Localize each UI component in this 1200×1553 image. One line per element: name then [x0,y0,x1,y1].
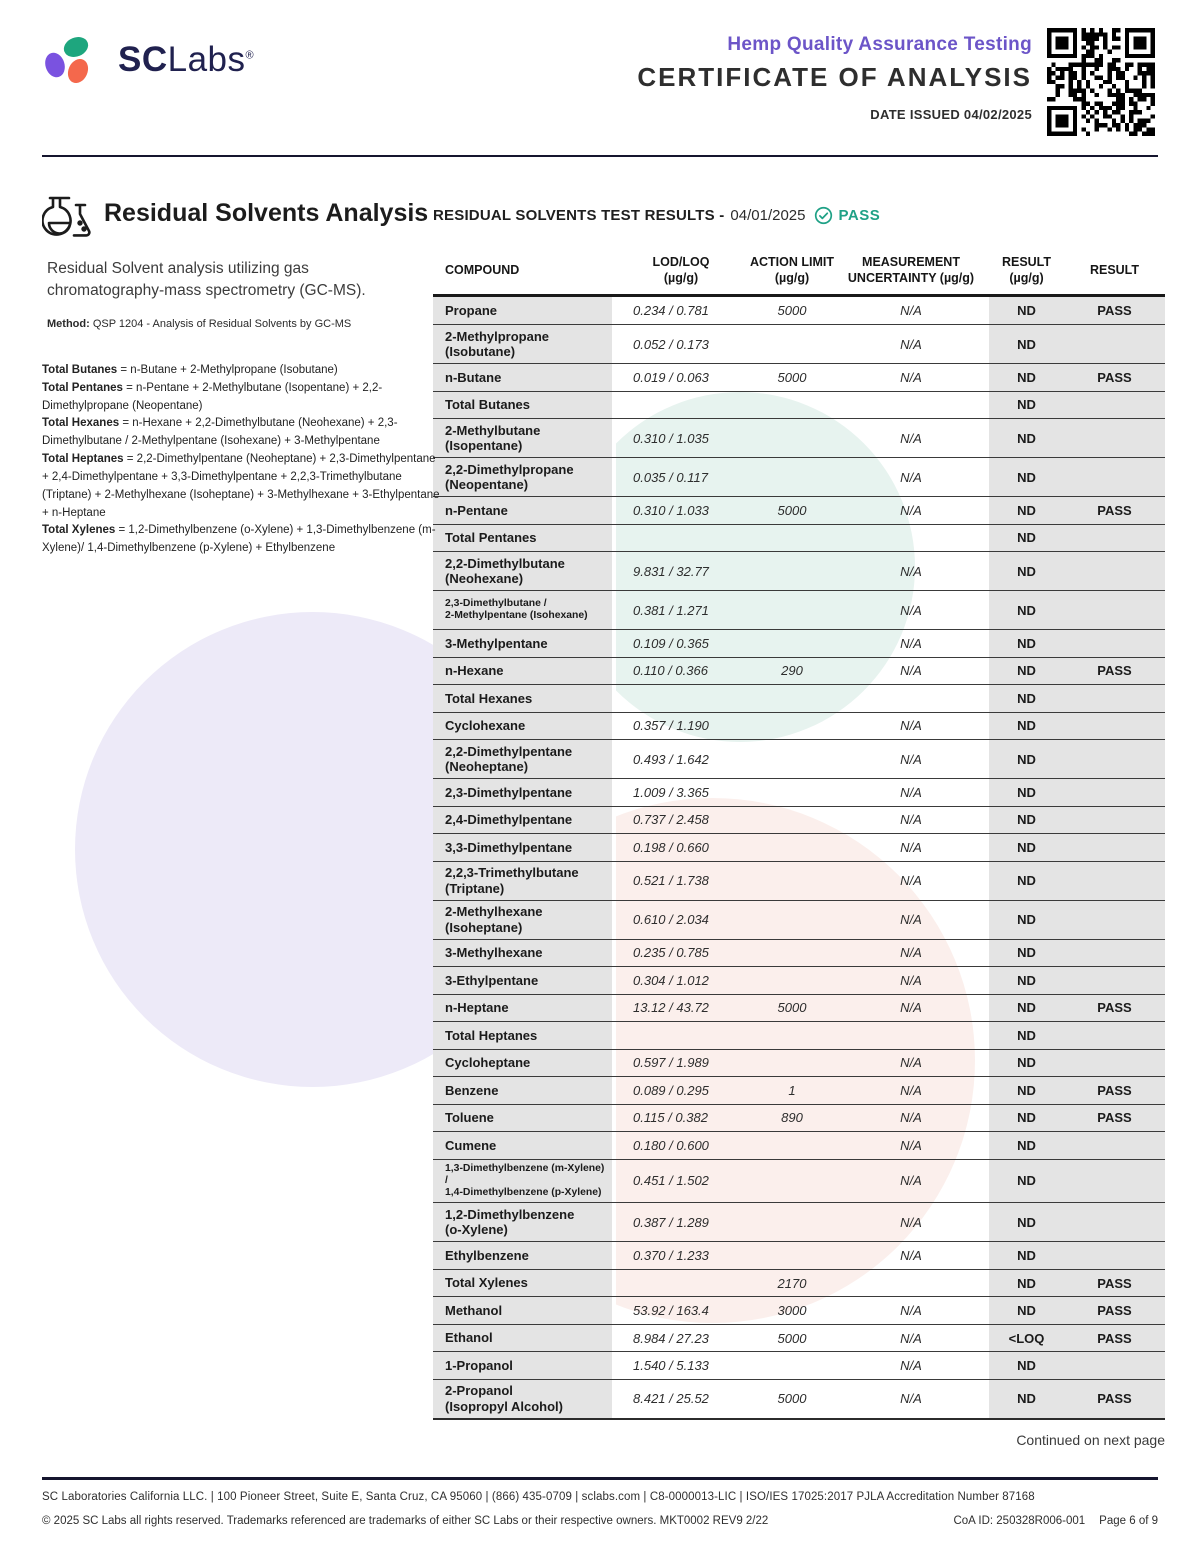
result-value-cell: ND [989,525,1064,552]
table-row [433,551,1165,590]
compound-cell: Methanol [433,1297,612,1324]
action-limit-cell [746,1160,838,1203]
result-status-cell: PASS [1064,658,1165,685]
result-status-cell [1064,834,1165,861]
action-limit-cell [746,1050,838,1077]
result-status-cell: PASS [1064,1297,1165,1324]
lod-loq-cell: 8.421 / 25.52 [633,1391,709,1407]
result-status-cell [1064,967,1165,994]
action-limit-cell [746,325,838,363]
compound-cell: Total Hexanes [433,685,612,712]
uncertainty-cell [838,1022,984,1049]
lod-loq-cell: 0.234 / 0.781 [633,302,709,318]
lod-loq-cell: 0.493 / 1.642 [633,751,709,767]
lod-loq-cell: 0.737 / 2.458 [633,812,709,828]
lod-loq-cell: 1.540 / 5.133 [633,1358,709,1374]
compound-cell: Propane [433,297,612,325]
footer-divider [42,1477,1158,1480]
table-row [433,939,1165,967]
qr-code [1047,28,1155,136]
action-limit-cell: 2170 [777,1275,807,1291]
uncertainty-cell: N/A [900,1173,922,1189]
lod-loq-cell: 0.180 / 0.600 [633,1137,709,1153]
compound-cell: 2-Propanol (Isopropyl Alcohol) [433,1380,612,1418]
result-value-cell: ND [989,1022,1064,1049]
table-row [433,1131,1165,1159]
table-row [433,712,1165,740]
result-value-cell: ND [989,1105,1064,1132]
result-value-cell: ND [989,1050,1064,1077]
result-status-cell [1064,1160,1165,1203]
lod-loq-cell: 0.370 / 1.233 [633,1248,709,1264]
uncertainty-cell: N/A [900,784,922,800]
compound-cell: 3-Methylhexane [433,940,612,967]
continued-note: Continued on next page [1016,1432,1165,1448]
result-value-cell: ND [989,630,1064,657]
compound-cell: Total Pentanes [433,525,612,552]
lod-loq-cell: 0.109 / 0.365 [633,635,709,651]
compound-cell: 3-Methylpentane [433,630,612,657]
pass-status: PASS [838,207,881,224]
column-header: LOD/LOQ (µg/g) [652,255,710,286]
result-value-cell: ND [989,740,1064,778]
compound-cell: Ethylbenzene [433,1242,612,1269]
result-value-cell: ND [989,1352,1064,1379]
uncertainty-cell [838,392,984,419]
uncertainty-cell: N/A [900,1330,922,1346]
lod-loq-cell: 0.019 / 0.063 [633,369,709,385]
date-issued: DATE ISSUED 04/02/2025 [870,107,1032,122]
column-header: ACTION LIMIT (µg/g) [749,255,834,286]
result-status-cell: PASS [1064,297,1165,325]
action-limit-cell [746,1352,838,1379]
compound-cell: 2,4-Dimethylpentane [433,807,612,834]
sclabs-logo [42,36,254,86]
compound-cell: 3,3-Dimethylpentane [433,834,612,861]
action-limit-cell [746,591,838,629]
uncertainty-cell: N/A [900,1137,922,1153]
result-status-cell [1064,1203,1165,1241]
results-table-header [433,248,1165,297]
result-status-cell: PASS [1064,1270,1165,1297]
uncertainty-cell [838,1270,984,1297]
results-date: 04/01/2025 [730,207,806,224]
footer-legal [42,1515,1158,1527]
section-description: Residual Solvent analysis utilizing gas chromatography-mass spectrometry (GC-MS). [47,260,366,299]
uncertainty-cell [838,525,984,552]
uncertainty-cell: N/A [900,839,922,855]
result-value-cell: <LOQ [989,1325,1064,1352]
footer-copyright: © 2025 SC Labs all rights reserved. Trademarks referenced are trademarks of either SC Labs or their respective owners. MKT0002 REV9 2/22 [42,1515,769,1527]
uncertainty-cell: N/A [900,469,922,485]
uncertainty-cell: N/A [900,502,922,518]
result-status-cell [1064,1050,1165,1077]
uncertainty-cell: N/A [900,912,922,927]
table-row [433,457,1165,496]
compound-cell: Total Butanes [433,392,612,419]
uncertainty-cell: N/A [900,1082,922,1098]
table-row [433,1241,1165,1269]
result-value-cell: ND [989,591,1064,629]
uncertainty-cell: N/A [900,751,922,767]
table-row [433,297,1165,325]
result-status-cell: PASS [1064,1105,1165,1132]
results-title-text: RESIDUAL SOLVENTS TEST RESULTS - [433,207,725,224]
uncertainty-cell: N/A [900,1055,922,1071]
column-header: MEASUREMENT UNCERTAINTY (µg/g) [847,255,975,286]
action-limit-cell [746,685,838,712]
header-divider [42,155,1158,157]
action-limit-cell [746,552,838,590]
results-title [433,206,880,225]
compound-cell: 2,2-Dimethylpropane (Neopentane) [433,458,612,496]
uncertainty-cell: N/A [900,1214,922,1230]
result-status-cell [1064,713,1165,740]
lod-loq-cell: 0.035 / 0.117 [633,469,708,485]
lod-loq-cell: 0.089 / 0.295 [633,1082,709,1098]
compound-cell: Ethanol [433,1325,612,1352]
action-limit-cell: 890 [781,1110,803,1126]
action-limit-cell [746,1203,838,1241]
table-row [433,629,1165,657]
compound-cell: Cumene [433,1132,612,1159]
result-status-cell [1064,807,1165,834]
uncertainty-cell: N/A [900,812,922,828]
lod-loq-cell: 0.387 / 1.289 [633,1214,709,1230]
results-table-body [433,297,1165,1420]
result-value-cell: ND [989,552,1064,590]
compound-cell: n-Butane [433,364,612,391]
lod-loq-cell: 0.521 / 1.738 [633,873,709,888]
lod-loq-cell: 0.381 / 1.271 [633,602,709,618]
action-limit-cell: 3000 [777,1303,807,1319]
table-row [433,1324,1165,1352]
lod-loq-cell: 0.597 / 1.989 [633,1055,709,1071]
results-table [433,248,1165,1420]
result-status-cell [1064,940,1165,967]
action-limit-cell [746,807,838,834]
action-limit-cell [746,779,838,806]
result-status-cell: PASS [1064,1325,1165,1352]
result-value-cell: ND [989,713,1064,740]
uncertainty-cell: N/A [900,1248,922,1264]
result-status-cell [1064,630,1165,657]
definition-line: Total Xylenes = 1,2-Dimethylbenzene (o-Xylene) + 1,3-Dimethylbenzene (m-Xylene)/ 1,4-Dimethylbenzene (p-Xylene) + Ethylbenzene [42,524,436,555]
action-limit-cell [746,525,838,552]
lod-loq-cell [616,525,746,552]
result-status-cell [1064,392,1165,419]
certificate-title: CERTIFICATE OF ANALYSIS [637,62,1032,92]
lod-loq-cell: 0.115 / 0.382 [633,1110,708,1126]
action-limit-cell [746,901,838,939]
compound-cell: 3-Ethylpentane [433,967,612,994]
result-status-cell [1064,740,1165,778]
lod-loq-cell: 0.451 / 1.502 [633,1173,709,1189]
table-row [433,1049,1165,1077]
result-value-cell: ND [989,1160,1064,1203]
definition-line: Total Hexanes = n-Hexane + 2,2-Dimethylbutane (Neohexane) + 2,3-Dimethylbutane / 2-Methylpentane (Isohexane) + 3-Methylpentane [42,417,398,448]
flask-icon [42,193,100,245]
uncertainty-cell: N/A [900,1358,922,1374]
result-value-cell: ND [989,297,1064,325]
lod-loq-cell: 0.235 / 0.785 [633,945,709,961]
compound-cell: Benzene [433,1077,612,1104]
result-status-cell: PASS [1064,364,1165,391]
table-row [433,833,1165,861]
uncertainty-cell: N/A [900,635,922,651]
table-row [433,966,1165,994]
result-status-cell [1064,1242,1165,1269]
result-value-cell: ND [989,497,1064,524]
result-status-cell [1064,1022,1165,1049]
result-status-cell [1064,779,1165,806]
result-status-cell [1064,419,1165,457]
compound-cell: Toluene [433,1105,612,1132]
lod-loq-cell: 0.310 / 1.035 [633,430,709,446]
lod-loq-cell: 0.110 / 0.366 [633,663,708,679]
result-value-cell: ND [989,940,1064,967]
result-status-cell [1064,458,1165,496]
method-label: Method: [47,318,90,330]
result-status-cell: PASS [1064,497,1165,524]
action-limit-cell [746,630,838,657]
lod-loq-cell [616,1270,746,1297]
table-row [433,324,1165,363]
uncertainty-cell: N/A [900,663,922,679]
table-row [433,1202,1165,1241]
result-status-cell [1064,552,1165,590]
lod-loq-cell: 0.610 / 2.034 [633,912,709,927]
compound-cell: n-Hexane [433,658,612,685]
uncertainty-cell [838,685,984,712]
uncertainty-cell: N/A [900,302,922,318]
compound-cell: 2,3-Dimethylbutane / 2-Methylpentane (Isohexane) [433,591,612,629]
compound-cell: 1,3-Dimethylbenzene (m-Xylene) / 1,4-Dimethylbenzene (p-Xylene) [433,1160,612,1203]
compound-cell: Cycloheptane [433,1050,612,1077]
uncertainty-cell: N/A [900,602,922,618]
action-limit-cell: 290 [781,663,803,679]
compound-cell: 2-Methylhexane (Isoheptane) [433,901,612,939]
lod-loq-cell [616,685,746,712]
lod-loq-cell: 0.052 / 0.173 [633,336,709,352]
result-status-cell [1064,325,1165,363]
action-limit-cell: 1 [788,1082,796,1098]
action-limit-cell [746,419,838,457]
table-row [433,739,1165,778]
compound-cell: n-Pentane [433,497,612,524]
lod-loq-cell: 0.304 / 1.012 [633,972,709,988]
footer-lab-info: SC Laboratories California LLC. | 100 Pioneer Street, Suite E, Santa Cruz, CA 95060 | (866) 435-0709 | sclabs.com | C8-0000013-LIC | ISO/IES 17025:2017 PJLA Accreditation Number 87168 [42,1491,1035,1503]
action-limit-cell [746,713,838,740]
result-value-cell: ND [989,1203,1064,1241]
result-value-cell: ND [989,392,1064,419]
table-row [433,1269,1165,1297]
totals-definitions [42,362,440,558]
table-row [433,1159,1165,1203]
compound-cell: 2-Methylpropane (Isobutane) [433,325,612,363]
lod-loq-cell: 0.310 / 1.033 [633,502,709,518]
result-value-cell: ND [989,364,1064,391]
program-title: Hemp Quality Assurance Testing [727,34,1032,55]
action-limit-cell: 5000 [777,502,807,518]
compound-cell: 1-Propanol [433,1352,612,1379]
table-row [433,1021,1165,1049]
result-value-cell: ND [989,901,1064,939]
action-limit-cell [746,967,838,994]
column-header: COMPOUND [445,263,520,278]
pass-check-icon [814,206,833,225]
result-value-cell: ND [989,862,1064,900]
compound-cell: 2,2,3-Trimethylbutane (Triptane) [433,862,612,900]
result-value-cell: ND [989,1242,1064,1269]
result-status-cell [1064,591,1165,629]
result-value-cell: ND [989,1297,1064,1324]
definition-line: Total Butanes = n-Butane + 2-Methylpropane (Isobutane) [42,364,338,376]
table-row [433,418,1165,457]
result-status-cell [1064,525,1165,552]
uncertainty-cell: N/A [900,430,922,446]
uncertainty-cell: N/A [900,972,922,988]
result-value-cell: ND [989,807,1064,834]
result-status-cell [1064,1132,1165,1159]
uncertainty-cell: N/A [900,1391,922,1407]
result-status-cell [1064,685,1165,712]
result-status-cell [1064,862,1165,900]
uncertainty-cell: N/A [900,945,922,961]
page-number: Page 6 of 9 [1099,1515,1158,1527]
brand-light: Labs [167,40,246,79]
lod-loq-cell: 53.92 / 163.4 [633,1303,709,1319]
result-value-cell: ND [989,1077,1064,1104]
compound-cell: 2,3-Dimethylpentane [433,779,612,806]
result-value-cell: ND [989,458,1064,496]
lod-loq-cell: 0.357 / 1.190 [633,718,709,734]
result-value-cell: ND [989,995,1064,1022]
result-value-cell: ND [989,967,1064,994]
result-value-cell: ND [989,779,1064,806]
table-row [433,900,1165,939]
action-limit-cell [746,458,838,496]
uncertainty-cell: N/A [900,1000,922,1016]
table-row [433,590,1165,629]
result-value-cell: ND [989,834,1064,861]
result-value-cell: ND [989,419,1064,457]
table-row [433,778,1165,806]
uncertainty-cell: N/A [900,563,922,579]
compound-cell: n-Heptane [433,995,612,1022]
definition-line: Total Pentanes = n-Pentane + 2-Methylbutane (Isopentane) + 2,2-Dimethylpropane (Neopentane) [42,381,383,412]
lod-loq-cell: 9.831 / 32.77 [633,563,709,579]
table-row [433,1104,1165,1132]
lod-loq-cell: 13.12 / 43.72 [633,1000,709,1016]
compound-cell: Total Xylenes [433,1270,612,1297]
lod-loq-cell: 1.009 / 3.365 [633,784,709,800]
result-status-cell [1064,1352,1165,1379]
result-value-cell: ND [989,658,1064,685]
method-text: QSP 1204 - Analysis of Residual Solvents by GC-MS [89,318,352,330]
section-title: Residual Solvents Analysis [104,199,429,227]
compound-cell: 2,2-Dimethylbutane (Neohexane) [433,552,612,590]
action-limit-cell: 5000 [777,369,807,385]
result-value-cell: ND [989,1132,1064,1159]
result-value-cell: ND [989,685,1064,712]
table-row [433,657,1165,685]
brand-bold: SC [118,40,168,79]
method-line [47,318,427,330]
sclabs-logo-icon [42,36,106,86]
uncertainty-cell: N/A [900,873,922,888]
column-header: RESULT (µg/g) [1001,255,1052,286]
action-limit-cell [746,940,838,967]
action-limit-cell [746,862,838,900]
action-limit-cell: 5000 [777,302,807,318]
table-row [433,1379,1165,1418]
action-limit-cell: 5000 [777,1000,807,1016]
definition-line: Total Heptanes = 2,2-Dimethylpentane (Neoheptane) + 2,3-Dimethylpentane + 2,4-Dimethylpentane + 3,3-Dimethylpentane + 2,2,3-Trimethylbutane (Triptane) + 2-Methylhexane (Isoheptane) + 3-Methylhexane + 3-Ethylpentane + n-Heptane [42,453,440,519]
result-value-cell: ND [989,1270,1064,1297]
result-value-cell: ND [989,1380,1064,1418]
table-row [433,861,1165,900]
action-limit-cell: 5000 [777,1330,807,1346]
table-row [433,1351,1165,1379]
coa-id: CoA ID: 250328R006-001 [953,1515,1086,1527]
table-row [433,524,1165,552]
table-row [433,1296,1165,1324]
compound-cell: Total Heptanes [433,1022,612,1049]
compound-cell: 1,2-Dimethylbenzene (o-Xylene) [433,1203,612,1241]
lod-loq-cell [616,392,746,419]
uncertainty-cell: N/A [900,718,922,734]
table-row [433,806,1165,834]
table-row [433,391,1165,419]
uncertainty-cell: N/A [900,1303,922,1319]
uncertainty-cell: N/A [900,336,922,352]
result-status-cell: PASS [1064,995,1165,1022]
uncertainty-cell: N/A [900,369,922,385]
action-limit-cell: 5000 [777,1391,807,1407]
lod-loq-cell [616,1022,746,1049]
column-header: RESULT [1089,263,1140,278]
registered-mark: ® [245,49,255,62]
action-limit-cell [746,1132,838,1159]
compound-cell: Cyclohexane [433,713,612,740]
compound-cell: 2,2-Dimethylpentane (Neoheptane) [433,740,612,778]
table-row [433,363,1165,391]
table-row [433,1076,1165,1104]
table-row [433,994,1165,1022]
action-limit-cell [746,740,838,778]
table-row [433,496,1165,524]
sclabs-wordmark [118,40,254,80]
lod-loq-cell: 8.984 / 27.23 [633,1330,709,1346]
action-limit-cell [746,392,838,419]
result-value-cell: ND [989,325,1064,363]
action-limit-cell [746,834,838,861]
result-status-cell: PASS [1064,1077,1165,1104]
lod-loq-cell: 0.198 / 0.660 [633,839,709,855]
compound-cell: 2-Methylbutane (Isopentane) [433,419,612,457]
table-row [433,684,1165,712]
result-status-cell: PASS [1064,1380,1165,1418]
action-limit-cell [746,1242,838,1269]
action-limit-cell [746,1022,838,1049]
result-status-cell [1064,901,1165,939]
uncertainty-cell: N/A [900,1110,922,1126]
